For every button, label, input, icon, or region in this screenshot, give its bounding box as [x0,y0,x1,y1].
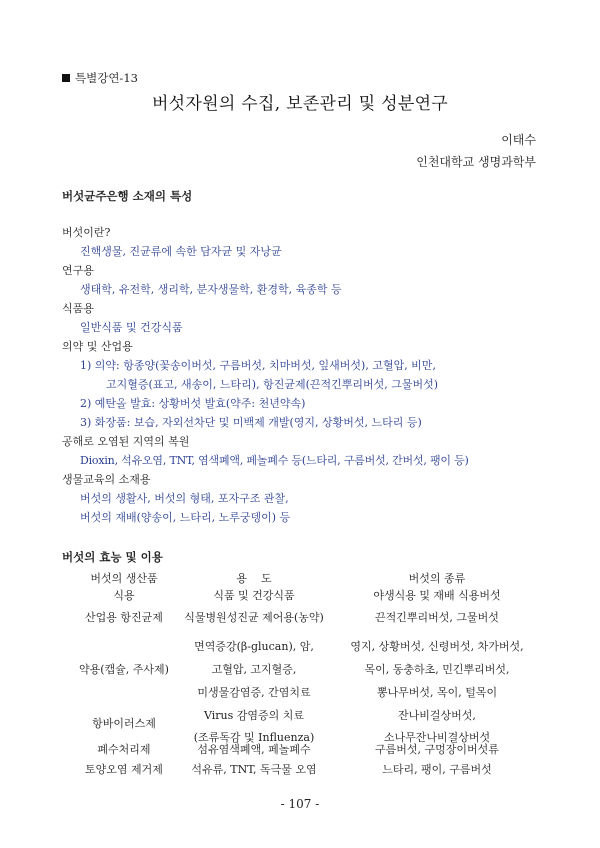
section-heading-characteristics: 버섯균주은행 소재의 특성 [62,189,193,203]
table-cell: 잔나비걸상버섯, [398,709,476,722]
list-item: 일반식품 및 건강식품 [80,321,183,334]
table-cell: 느타리, 팽이, 구름버섯 [382,763,492,776]
table-cell: 섬유염색폐액, 페놀폐수 [197,743,311,756]
section-heading-efficacy: 버섯의 효능 및 이용 [62,550,163,564]
table-cell: 버섯의 종류 [408,572,466,585]
list-item: 2) 예탄올 발효: 상황버섯 발효(약주: 천년약속) [80,397,306,410]
table-cell: 산업용 항진균제 [85,611,163,624]
table-cell: 끈적긴뿌리버섯, 그물버섯 [375,611,499,624]
table-cell: 식용 [113,589,135,602]
list-item: 생물교육의 소재용 [62,473,151,486]
table-cell: 폐수처리제 [97,743,151,756]
table-cell: 버섯의 생산품 [90,572,158,585]
table-cell: 식물병원성진균 제어용(농약) [184,611,324,624]
table-cell: 고혈압, 고지혈증, [211,663,297,676]
list-item: 고지혈증(표고, 새송이, 느타리), 항진균제(끈적긴뿌리버섯, 그물버섯) [106,378,439,391]
list-item: 연구용 [62,264,94,277]
table-cell: 약용(캡슐, 주사제) [79,663,169,676]
list-item: 의약 및 산업용 [62,340,133,353]
table-cell: 영지, 상황버섯, 신령버섯, 차가버섯, [350,640,524,653]
author: 이태수 [501,133,536,147]
table-cell: 토양오염 제거제 [85,763,163,776]
list-item: Dioxin, 석유오염, TNT, 염색폐액, 페놀폐수 등(느타리, 구름버섯, 간버섯, 팽이 등) [80,454,469,467]
table-cell: 식품 및 건강식품 [213,589,295,602]
square-bullet-icon [62,74,70,82]
table-cell: 항바이러스제 [92,717,156,730]
table-cell: 야생식용 및 재배 식용버섯 [373,589,501,602]
list-item: 식품용 [62,302,94,315]
list-item: 공해로 오염된 지역의 복원 [62,435,190,448]
list-item: 버섯이란? [62,226,111,239]
table-cell: 구름버섯, 구멍장이버섯류 [375,743,499,756]
table-cell: 용 도 [236,572,272,585]
header-tag [62,70,138,86]
table-cell: 소나무잔나비결상버섯 [383,731,491,744]
header-tag-label: 특별강연-13 [75,71,138,85]
table-cell: (조류독감 및 Influenza) [193,731,315,744]
table-cell: 목이, 동충하초, 민긴뿌리버섯, [364,663,510,676]
table-cell: 뽕나무버섯, 목이, 털목이 [376,686,498,699]
list-item: 1) 의약: 항종양(꽃송이버섯, 구름버섯, 치마버섯, 잎새버섯), 고혈압, 비만, [80,359,436,372]
table-cell: Virus 감염증의 치료 [203,709,304,722]
table-cell: 미생물감염증, 간염치료 [197,686,311,699]
list-item: 생태학, 유전학, 생리학, 분자생물학, 환경학, 육종학 등 [80,283,342,296]
list-item: 버섯의 생활사, 버섯의 형태, 포자구조 관찰, [80,492,289,505]
list-item: 진핵생물, 진균류에 속한 담자균 및 자낭균 [80,245,282,258]
page-title: 버섯자원의 수집, 보존관리 및 성분연구 [151,94,449,114]
table-cell: 면역증강(β-glucan), 암, [194,640,314,653]
page-number: - 107 - [280,797,320,811]
list-item: 3) 화장품: 보습, 자외선차단 및 미백제 개발(영지, 상황버섯, 느타리 등) [80,416,422,429]
list-item: 버섯의 재배(양송이, 느타리, 노루궁뎅이) 등 [80,511,291,524]
table-cell: 석유류, TNT, 독극물 오염 [191,763,317,776]
affiliation: 인천대학교 생명과학부 [416,155,536,169]
